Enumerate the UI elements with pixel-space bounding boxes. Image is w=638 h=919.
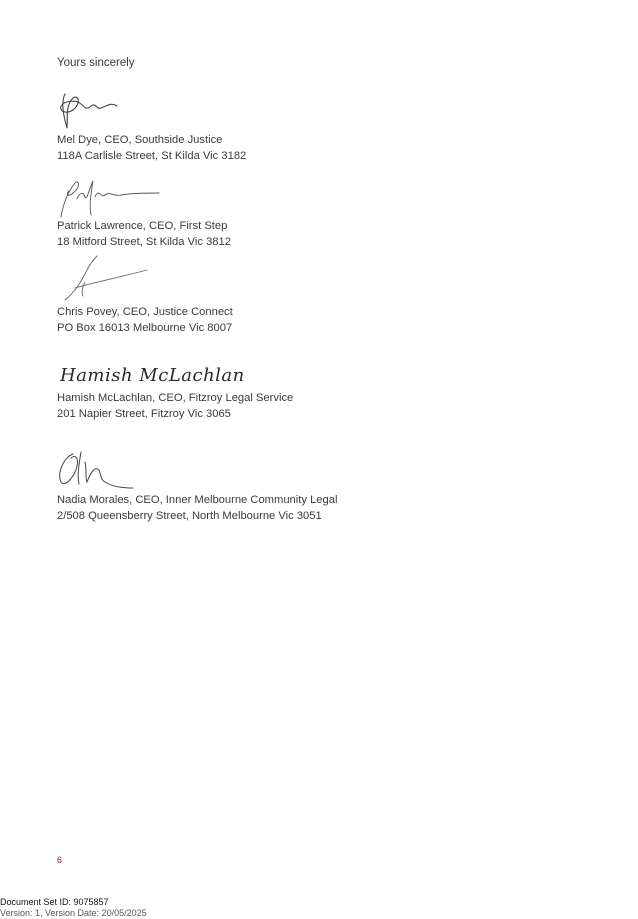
signer-address: 118A Carlisle Street, St Kilda Vic 3182 xyxy=(57,149,247,162)
signer-name: Chris Povey, CEO, Justice Connect xyxy=(57,306,233,318)
signer-block-nadia-morales xyxy=(57,493,337,524)
signer-address: 2/508 Queensberry Street, North Melbourne Vic 3051 xyxy=(57,509,322,522)
document-set-id: Document Set ID: 9075857 xyxy=(0,897,109,907)
signer-name: Nadia Morales, CEO, Inner Melbourne Community Legal xyxy=(57,494,338,506)
signer-address: 201 Napier Street, Fitzroy Vic 3065 xyxy=(57,407,231,420)
signer-block-chris-povey xyxy=(57,305,233,336)
signature-hamish-mclachlan: Hamish McLachlan xyxy=(60,365,245,386)
closing-salutation: Yours sincerely xyxy=(57,57,135,69)
signer-block-mel-dye xyxy=(57,133,246,164)
signer-name: Patrick Lawrence, CEO, First Step xyxy=(57,220,228,232)
signature-patrick-lawrence xyxy=(55,175,165,219)
signer-block-hamish-mclachlan xyxy=(57,391,293,422)
signer-block-patrick-lawrence xyxy=(57,219,231,250)
page-number: 6 xyxy=(57,855,63,865)
document-footer xyxy=(0,897,147,919)
signer-address: 18 Mitford Street, St Kilda Vic 3812 xyxy=(57,235,231,248)
signature-mel-dye xyxy=(55,88,125,134)
signer-name: Hamish McLachlan, CEO, Fitzroy Legal Service xyxy=(57,392,294,404)
signature-chris-povey xyxy=(55,252,155,304)
signer-name: Mel Dye, CEO, Southside Justice xyxy=(57,134,223,146)
signer-address: PO Box 16013 Melbourne Vic 8007 xyxy=(57,321,233,334)
signature-nadia-morales xyxy=(55,448,140,492)
version-info: Version: 1, Version Date: 20/05/2025 xyxy=(0,908,147,918)
